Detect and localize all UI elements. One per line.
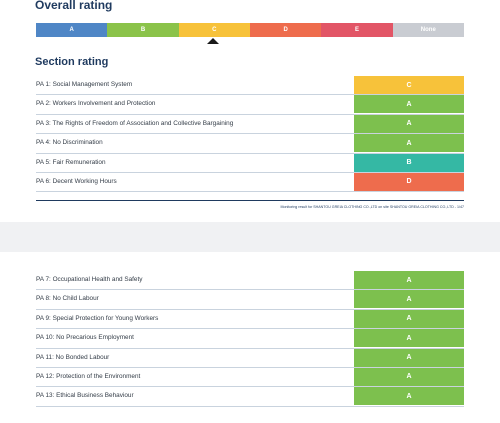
section-rating-row bbox=[36, 154, 464, 173]
section-rating-row bbox=[36, 310, 464, 329]
section-label: PA 1: Social Management System bbox=[36, 81, 133, 88]
section-rating-row bbox=[36, 115, 464, 134]
section-rating-row bbox=[36, 387, 464, 406]
rating-scale-segment: B bbox=[107, 23, 178, 37]
section-rating-row bbox=[36, 271, 464, 290]
rating-scale-segment: D bbox=[250, 23, 321, 37]
rating-badge: A bbox=[354, 349, 464, 367]
rating-badge: A bbox=[354, 329, 464, 347]
section-label: PA 11: No Bonded Labour bbox=[36, 353, 110, 361]
section-rating-row bbox=[36, 368, 464, 387]
rating-badge: B bbox=[354, 154, 464, 172]
overall-rating-heading: Overall rating bbox=[35, 0, 113, 12]
page-break bbox=[0, 222, 500, 252]
section-rating-row bbox=[36, 76, 464, 95]
section-label: PA 2: Workers Involvement and Protection bbox=[36, 100, 156, 108]
rating-badge: A bbox=[354, 290, 464, 308]
footer-divider bbox=[36, 200, 464, 201]
rating-badge: D bbox=[354, 173, 464, 191]
rating-badge: A bbox=[354, 310, 464, 328]
rating-badge: A bbox=[354, 95, 464, 113]
section-label: PA 13: Ethical Business Behaviour bbox=[36, 392, 134, 400]
rating-badge: A bbox=[354, 115, 464, 133]
section-rating-row bbox=[36, 329, 464, 348]
section-rating-table-page2 bbox=[36, 271, 464, 407]
section-rating-row bbox=[36, 95, 464, 114]
rating-scale-segment: E bbox=[321, 23, 392, 37]
page-footer: Monitoring result for SHANTOU GREIA CLOTHING CO.,LTD on site SHANTOU GREIA CLOTHING CO.,LTD - 1/47 bbox=[280, 205, 464, 209]
rating-badge: A bbox=[354, 134, 464, 152]
section-rating-row bbox=[36, 134, 464, 153]
section-label: PA 10: No Precarious Employment bbox=[36, 334, 134, 342]
rating-scale-segment: None bbox=[393, 23, 464, 37]
section-label: PA 5: Fair Remuneration bbox=[36, 158, 106, 166]
section-label: PA 9: Special Protection for Young Workers bbox=[36, 314, 159, 322]
rating-badge: C bbox=[354, 76, 464, 94]
rating-scale-segment: C bbox=[179, 23, 250, 37]
rating-badge: A bbox=[354, 387, 464, 405]
section-rating-row bbox=[36, 290, 464, 309]
section-label: PA 6: Decent Working Hours bbox=[36, 177, 117, 185]
section-label: PA 12: Protection of the Environment bbox=[36, 372, 141, 380]
report-page-2 bbox=[0, 252, 500, 423]
rating-badge: A bbox=[354, 271, 464, 289]
section-rating-row bbox=[36, 173, 464, 192]
rating-scale-bar bbox=[36, 23, 464, 37]
section-rating-table-page1 bbox=[36, 76, 464, 192]
current-rating-marker-icon bbox=[207, 38, 219, 44]
section-label: PA 8: No Child Labour bbox=[36, 295, 99, 303]
section-label: PA 3: The Rights of Freedom of Association and Collective Bargaining bbox=[36, 119, 234, 127]
section-rating-row bbox=[36, 349, 464, 368]
section-rating-heading: Section rating bbox=[35, 56, 109, 68]
section-label: PA 7: Occupational Health and Safety bbox=[36, 276, 143, 283]
rating-badge: A bbox=[354, 368, 464, 386]
section-label: PA 4: No Discrimination bbox=[36, 139, 103, 147]
rating-scale-segment: A bbox=[36, 23, 107, 37]
